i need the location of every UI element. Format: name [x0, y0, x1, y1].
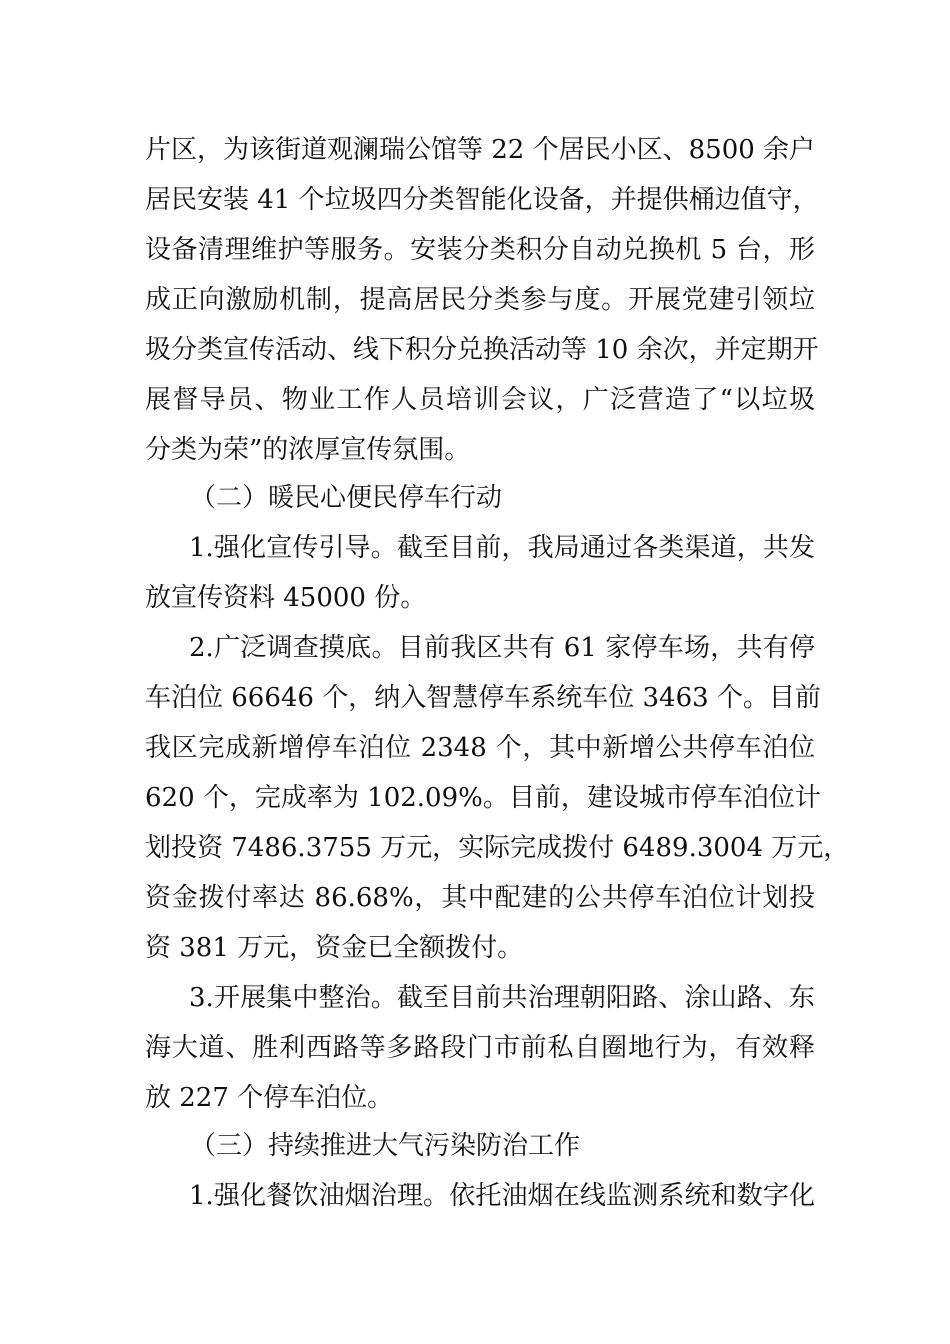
paragraph-line: 1.强化餐饮油烟治理。依托油烟在线监测系统和数字化 — [189, 1181, 815, 1211]
paragraph-line: 分类为荣”的浓厚宣传氛围。 — [145, 435, 471, 465]
section-heading: （三）持续推进大气污染防治工作 — [190, 1131, 581, 1161]
paragraph-line: 车泊位 66646 个，纳入智慧停车系统车位 3463 个。目前 — [145, 683, 821, 713]
paragraph-line: 展督导员、物业工作人员培训会议，广泛营造了“以垃圾 — [145, 385, 815, 415]
section-heading: （二）暖民心便民停车行动 — [190, 483, 503, 513]
paragraph-line: 成正向激励机制，提高居民分类参与度。开展党建引领垃 — [145, 285, 815, 315]
paragraph-line: 我区完成新增停车泊位 2348 个，其中新增公共停车泊位 — [145, 733, 815, 763]
paragraph-line: 资金拨付率达 86.68%，其中配建的公共停车泊位计划投 — [145, 883, 815, 913]
paragraph-line: 放 227 个停车泊位。 — [145, 1083, 394, 1113]
paragraph-line: 圾分类宣传活动、线下积分兑换活动等 10 余次，并定期开 — [145, 335, 819, 365]
paragraph-line: 2.广泛调查摸底。目前我区共有 61 家停车场，共有停 — [189, 633, 815, 663]
paragraph-line: 620 个，完成率为 102.09%。目前，建设城市停车泊位计 — [145, 783, 821, 813]
paragraph-line: 资 381 万元，资金已全额拨付。 — [145, 933, 524, 963]
paragraph-line: 放宣传资料 45000 份。 — [145, 583, 427, 613]
paragraph-line: 1.强化宣传引导。截至目前，我局通过各类渠道，共发 — [189, 533, 815, 563]
paragraph-line: 居民安装 41 个垃圾四分类智能化设备，并提供桶边值守， — [145, 185, 819, 215]
paragraph-line: 3.开展集中整治。截至目前共治理朝阳路、涂山路、东 — [189, 983, 815, 1013]
paragraph-line: 片区，为该街道观澜瑞公馆等 22 个居民小区、8500 余户 — [145, 135, 816, 165]
paragraph-line: 划投资 7486.3755 万元，实际完成拨付 6489.3004 万元， — [145, 833, 850, 863]
paragraph-line: 海大道、胜利西路等多路段门市前私自圈地行为，有效释 — [145, 1033, 815, 1063]
paragraph-line: 设备清理维护等服务。安装分类积分自动兑换机 5 台，形 — [145, 235, 815, 265]
